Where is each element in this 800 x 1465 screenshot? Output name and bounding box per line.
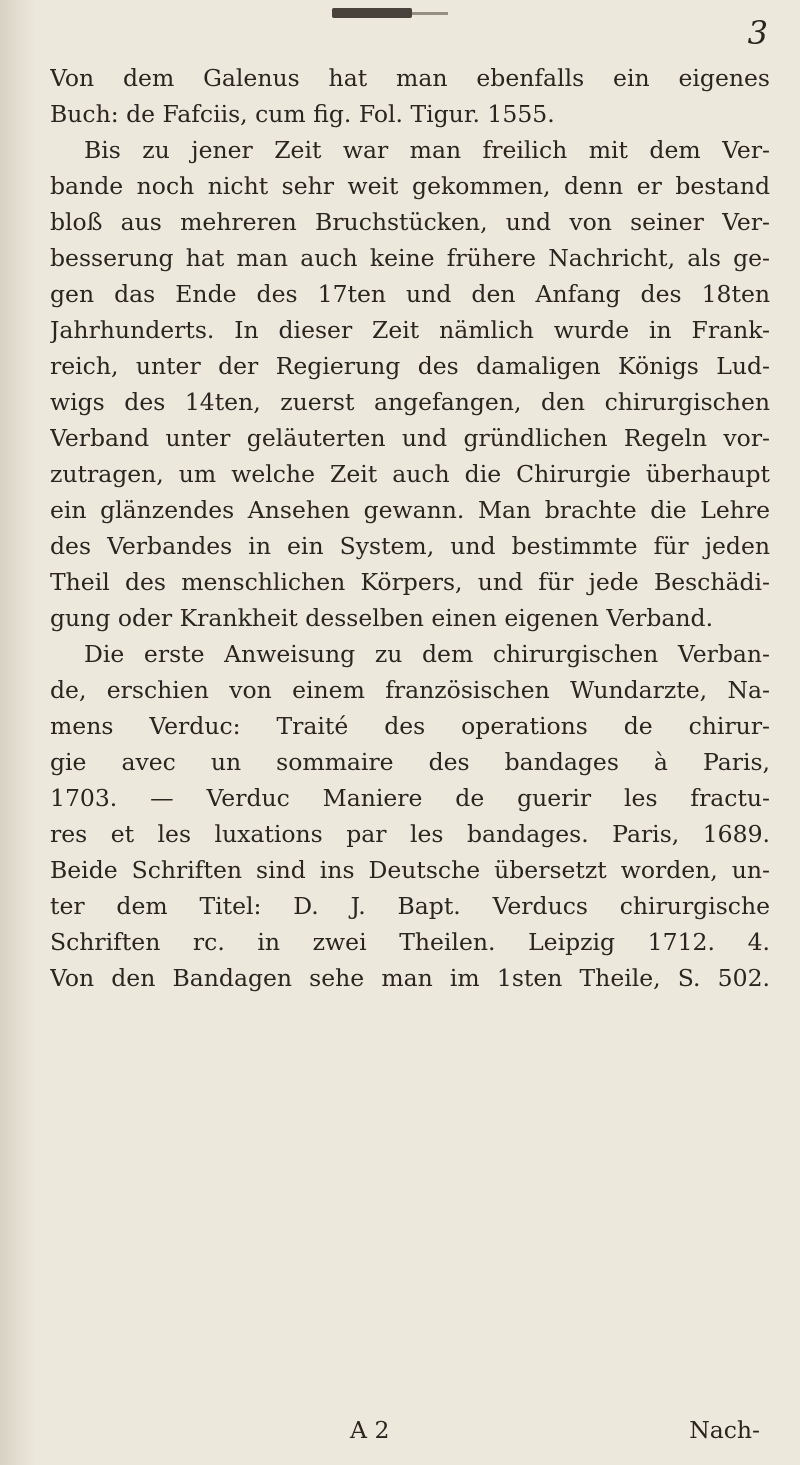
text-line-2: Buch: de Fafciis, cum fig. Fol. Tigur. 1555. [50, 100, 555, 128]
text-line-9: reich, unter der Regierung des damaligen Königs Lud- [50, 352, 770, 380]
text-line-26: Von den Bandagen sehe man im 1sten Theile, S. 502. [50, 964, 770, 992]
text-line-11: Verband unter geläuterten und gründlichen Regeln vor- [50, 424, 770, 452]
page-footer [50, 1416, 770, 1452]
text-line-15: Theil des menschlichen Körpers, und für jede Beschädi- [50, 568, 770, 596]
text-line-20: gie avec un sommaire des bandages à Paris, [50, 748, 770, 776]
text-line-14: des Verbandes in ein System, und bestimmte für jeden [50, 532, 770, 560]
page-number: 3 [747, 14, 768, 52]
print-mark [332, 8, 412, 18]
text-line-18: de, erschien von einem französischen Wundarzte, Na- [50, 676, 770, 704]
body-text [50, 60, 770, 996]
catchword: Nach- [689, 1416, 760, 1444]
text-line-10: wigs des 14ten, zuerst angefangen, den chirurgischen [50, 388, 770, 416]
print-mark-tail [412, 12, 448, 15]
signature-mark: A 2 [350, 1416, 390, 1444]
text-line-21: 1703. — Verduc Maniere de guerir les fractu- [50, 784, 770, 812]
text-line-1: Von dem Galenus hat man ebenfalls ein eigenes [50, 64, 770, 92]
text-line-24: ter dem Titel: D. J. Bapt. Verducs chirurgische [50, 892, 770, 920]
text-line-25: Schriften rc. in zwei Theilen. Leipzig 1712. 4. [50, 928, 770, 956]
page-gutter-shadow [0, 0, 36, 1465]
text-line-7: gen das Ende des 17ten und den Anfang des 18ten [50, 280, 770, 308]
text-line-19: mens Verduc: Traité des operations de chirur- [50, 712, 770, 740]
text-line-23: Beide Schriften sind ins Deutsche übersetzt worden, un- [50, 856, 770, 884]
text-line-4: bande noch nicht sehr weit gekommen, denn er bestand [50, 172, 770, 200]
text-line-22: res et les luxations par les bandages. Paris, 1689. [50, 820, 770, 848]
text-line-12: zutragen, um welche Zeit auch die Chirurgie überhaupt [50, 460, 770, 488]
text-line-5: bloß aus mehreren Bruchstücken, und von seiner Ver- [50, 208, 770, 236]
text-line-16: gung oder Krankheit desselben einen eigenen Verband. [50, 604, 714, 632]
text-line-6: besserung hat man auch keine frühere Nachricht, als ge- [50, 244, 770, 272]
text-line-8: Jahrhunderts. In dieser Zeit nämlich wurde in Frank- [50, 316, 770, 344]
text-line-17: Die erste Anweisung zu dem chirurgischen Verban- [84, 640, 770, 668]
text-line-13: ein glänzendes Ansehen gewann. Man brachte die Lehre [50, 496, 770, 524]
text-line-3: Bis zu jener Zeit war man freilich mit dem Ver- [84, 136, 770, 164]
